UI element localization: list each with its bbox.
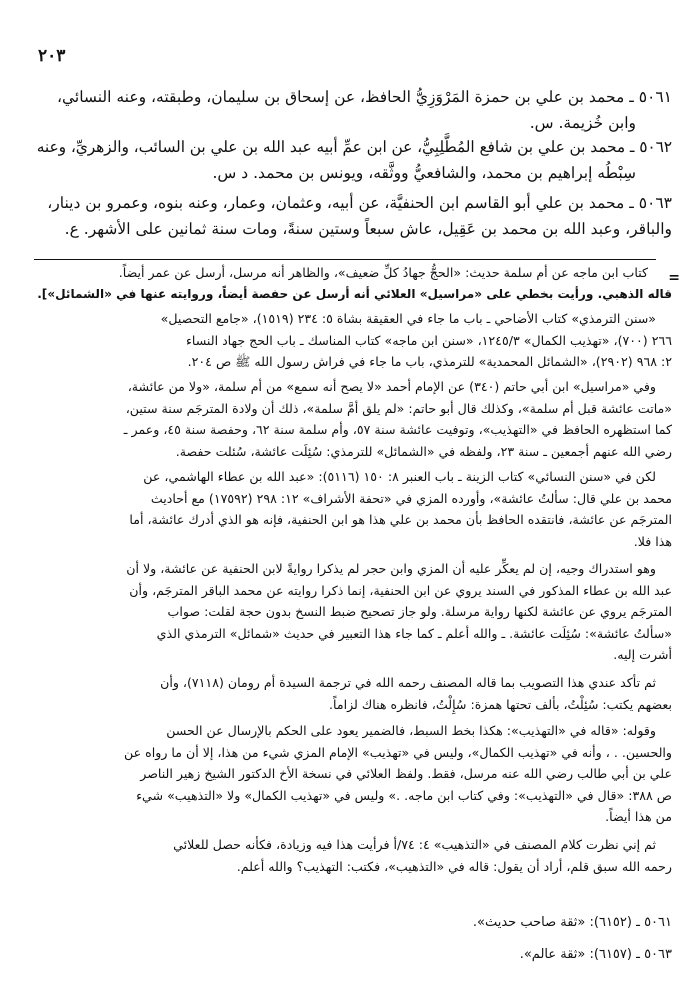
footnote-continuation-marker: = (668, 270, 680, 286)
footnote-paragraph (32, 834, 672, 877)
footnote-line: وقوله: «قاله في «التهذيب»: هكذا بخط السبط، فالضمير يعود على الحكم بالإرسال عن الحسن (166, 723, 656, 738)
footnote-line: بعضهم يكتب: سُئِلْتُ، بألف تحتها همزة: سُإِلْتُ، فانظره هناك لزاماً. (329, 696, 672, 712)
footnote-line: قاله الذهبي. ورأيت بخطي على «مراسيل» العلائي أنه أرسل عن حفصة أيضاً، وروايته عنها في «الشمائل»]. (37, 286, 672, 301)
footnote-line: عبد الله بن عطاء المذكور في السند يروي عن ابن الحنفية، إنما ذكرا روايته عن محمد الباقر المترجَم، وأن (129, 582, 672, 598)
footnote-paragraph (32, 558, 672, 666)
footnote-paragraph (32, 672, 672, 715)
entry-line: وابن خُزيمة. س. (529, 114, 636, 132)
entry-line: سِبْطُه إبراهيم بن محمد، والشافعيُّ ووثَّقه، ويونس بن محمد. د س. (212, 164, 636, 182)
footnote-line: وفي «مراسيل» ابن أبي حاتم (٣٤٠) عن الإمام أحمد «لا يصح أنه سمع» من أم سلمة، «ولا من عائشة، (127, 379, 656, 394)
entry-5061 (32, 84, 672, 136)
entry-5062 (32, 134, 672, 186)
footnote-line: أشرت إليه. (613, 647, 672, 663)
entry-line: ٥٠٦٢ ـ محمد بن علي بن شافع المُطَّلِبِيُّ، عن ابن عمِّ أبيه عبد الله بن علي بن السائب، والزهريِّ، وعنه (36, 138, 672, 156)
footnote-line: المترجَم يروي عن عائشة لكنها رواية مرسلة. ولو جاز تصحيح ضبط النسخ بدون حجة لقلت: صواب (167, 604, 672, 620)
footnote-line: ٢٦٦ (٧٠٠)، «تهذيب الكمال» ١٢٤٥/٣، «سنن ابن ماجه» كتاب المناسك ـ باب الحج جهاد النساء (185, 332, 672, 348)
footnote-line: والحسين. . ، وأنه في «تهذيب الكمال»، وليس في «تهذيب» الإمام المزي شيء من هذا، إلا أن ما رواه عن (124, 744, 672, 760)
footnote-line: المترجَم عن عائشة، فانتقده الحافظ بأن محمد بن علي هذا هو ابن الحنفية، فإنه هو الذي أدرك عائشة، أما (129, 512, 672, 528)
entry-line: والباقر، وعبد الله بن محمد بن عَقِيل، عاش سبعاً وستين سنةً، ومات سنة ثمانين على الأشهر. ع. (64, 220, 672, 238)
footnote-line: علي بن أبي طالب رضي الله عنه مرسل، فقط. ولفظ العلائي في نسخة الأخ الدكتور الشيخ زهير الناصر (140, 766, 672, 782)
footnote-line: كما استظهره الحافظ في «التهذيب»، وتوفيت عائشة سنة ٥٧، وأم سلمة سنة ٦٢، وحفصة سنة ٤٥، وعمر ـ (123, 422, 672, 438)
footnote-line: «ماتت عائشة قبل أم سلمة»، وكذلك قال أبو حاتم: «لم يلق أمَّ سلمة»، ذلك أن ولادة المترجَم سنة ستين، (125, 400, 672, 416)
entry-5063 (32, 190, 672, 242)
footnote-line: رضي الله عنهم أجمعين ـ سنة ٢٣، ولفظه في «الشمائل» للترمذي: سُئِلَت عائشة، سُئلت حفصة. (175, 443, 672, 459)
footnote-paragraph (32, 466, 672, 552)
footnote-line: ص ٣٨٨: «قال في «التهذيب»: وفي كتاب ابن ماجه. .» وليس في «تهذيب الكمال» ولا «التذهيب» شيء (136, 787, 672, 803)
footnote-line: وهو استدراك وجيه، إن لم يعكِّر عليه أن المزي وابن حجر لم يذكرا روايةً لابن الحنفية عن عائشة، ولا أن (126, 561, 656, 576)
footnote-paragraph (32, 376, 672, 462)
footnote-line: رحمه الله سبق قلم، أراد أن يقول: قاله في «التذهيب»، فكتب: التهذيب؟ والله أعلم. (236, 858, 672, 874)
footnote-line: ثم تأكد عندي هذا التصويب بما قاله المصنف رحمه الله في ترجمة السيدة أم رومان (٧١١٨)، وأن (160, 675, 656, 690)
footnote-line: من هذا أيضاً. (605, 809, 672, 825)
footnote-line: هذا فلا. (633, 533, 672, 549)
footnote-paragraph (32, 262, 672, 305)
footnote-paragraph (32, 308, 672, 373)
page-number: ٢٠٣ (38, 46, 66, 66)
numbered-notes (32, 910, 672, 968)
footnote-divider (34, 259, 656, 260)
footnote-line: كتاب ابن ماجه عن أم سلمة حديث: «الحجُّ جهادُ كلِّ ضعيف»، والظاهر أنه مرسل، أرسل عن عمر أيضاً. (118, 265, 648, 280)
footnote-line: ثم إني نظرت كلام المصنف في «التذهيب» ٤: ٧٤/أ فرأيت هذا فيه وزيادة، فكأنه حصل للعلائي (173, 837, 656, 852)
footnote-line: «سألتُ عائشة»: سُئِلَت عائشة. ـ والله أعلم ـ كما جاء هذا التعبير في حديث «شمائل» الترمذي الذي (156, 625, 672, 641)
numbered-note: ٥٠٦٣ ـ (٦١٥٧): «ثقة عالم». (519, 947, 672, 962)
footnote-line: «سنن الترمذي» كتاب الأضاحي ـ باب ما جاء في العقيقة بشاة ٥: ٢٣٤ (١٥١٩)، «جامع التحصيل» (160, 311, 656, 326)
footnote-line: لكن في «سنن النسائي» كتاب الزينة ـ باب العنبر ٨: ١٥٠ (٥١١٦): «عبد الله بن عطاء الهاشمي، عن (143, 469, 656, 484)
footnote-line: ٢: ٩٦٨ (٢٩٠٢)، «الشمائل المحمدية» للترمذي، باب ما جاء في فراش رسول الله ﷺ ص ٢٠٤. (187, 354, 672, 370)
entry-line: ٥٠٦٣ ـ محمد بن علي أبو القاسم ابن الحنفيَّة، عن أبيه، وعثمان، وعمار، وعنه بنوه، وعمرو بن دينار، (47, 194, 672, 212)
numbered-note: ٥٠٦١ ـ (٦١٥٢): «ثقة صاحب حديث». (472, 915, 672, 930)
entry-line: ٥٠٦١ ـ محمد بن علي بن حمزة المَرْوَزِيُّ الحافظ، عن إسحاق بن سليمان، وطبقته، وعنه النسائي، (56, 88, 672, 106)
footnote-paragraph (32, 720, 672, 828)
footnote-line: محمد بن علي قال: سألتُ عائشة»، وأورده المزي في «تحفة الأشراف» ١٢: ٢٩٨ (١٧٥٩٢) مع أحاديث (150, 490, 672, 506)
